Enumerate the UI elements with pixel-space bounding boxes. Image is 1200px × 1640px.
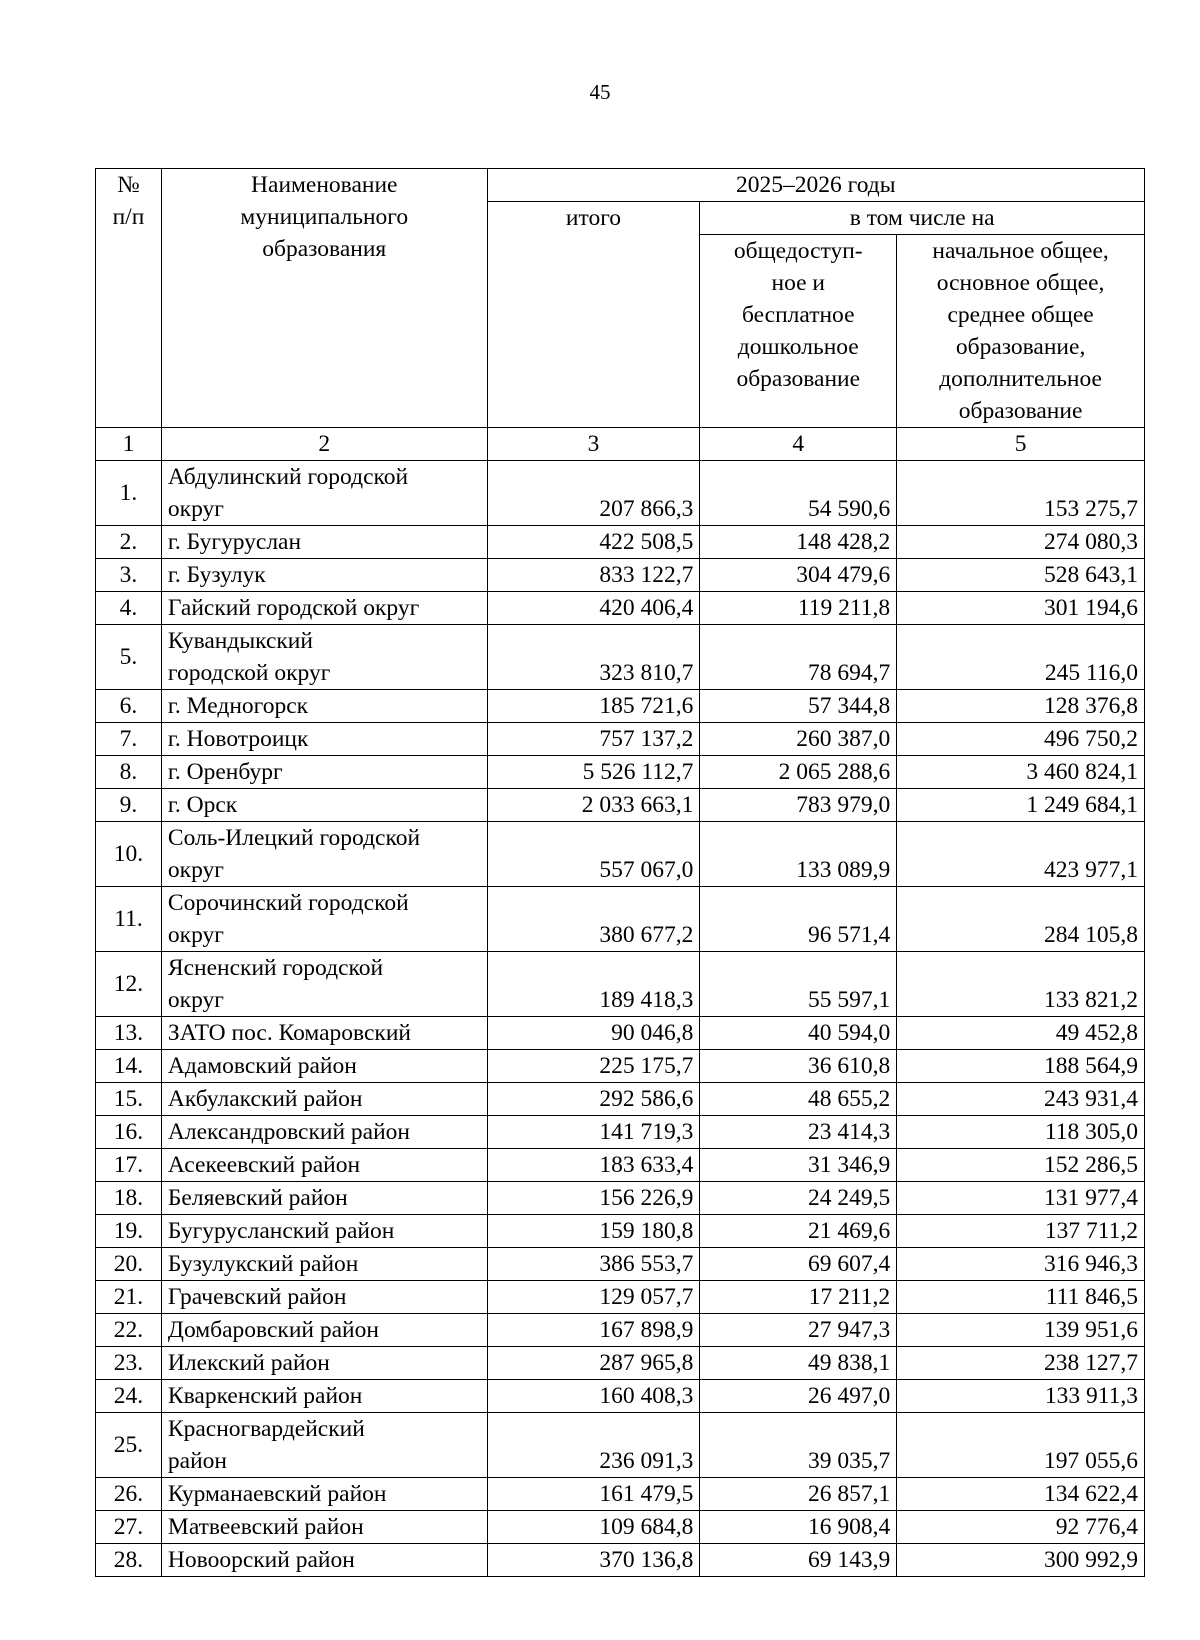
- municipality-name-line: Кваркенский район: [167, 1383, 363, 1409]
- total-value: 370 136,8: [487, 1544, 700, 1577]
- municipality-name: [161, 526, 487, 559]
- column-number: 5: [897, 428, 1145, 461]
- total-value: 207 866,3: [487, 461, 700, 526]
- total-value: 5 526 112,7: [487, 756, 700, 789]
- municipality-name-line: Бугурусланский район: [167, 1218, 395, 1244]
- school-value: 137 711,2: [897, 1215, 1145, 1248]
- municipality-name-line: Курманаевский район: [167, 1481, 387, 1507]
- column-number: 3: [487, 428, 700, 461]
- municipality-name-line: ЗАТО пос. Комаровский: [167, 1020, 411, 1046]
- preschool-value: 260 387,0: [700, 723, 897, 756]
- table-row: [96, 1149, 1145, 1182]
- column-number: 4: [700, 428, 897, 461]
- preschool-value: 57 344,8: [700, 690, 897, 723]
- total-value: 292 586,6: [487, 1083, 700, 1116]
- table-row: [96, 592, 1145, 625]
- row-number: 28.: [96, 1544, 162, 1577]
- municipality-name-line: Абдулинский городской: [167, 464, 409, 490]
- municipality-name: [161, 559, 487, 592]
- row-number: 19.: [96, 1215, 162, 1248]
- column-number: 1: [96, 428, 162, 461]
- municipality-name-line: Домбаровский район: [167, 1317, 379, 1343]
- row-number: 1.: [96, 461, 162, 526]
- municipality-name-line: Асекеевский район: [167, 1152, 361, 1178]
- municipality-name-line: г. Оренбург: [167, 759, 283, 785]
- municipality-name-line: Бузулукский район: [167, 1251, 359, 1277]
- row-number: 27.: [96, 1511, 162, 1544]
- row-number: 8.: [96, 756, 162, 789]
- table-row: [96, 789, 1145, 822]
- row-number: 25.: [96, 1413, 162, 1478]
- school-value: 423 977,1: [897, 822, 1145, 887]
- preschool-value: 23 414,3: [700, 1116, 897, 1149]
- table-row: [96, 1017, 1145, 1050]
- preschool-value: 55 597,1: [700, 952, 897, 1017]
- header-preschool: общедоступ- ное и бесплатное дошкольное образование: [700, 235, 897, 428]
- row-number: 18.: [96, 1182, 162, 1215]
- municipality-name-line: городской округ: [167, 660, 331, 686]
- table-row: [96, 1347, 1145, 1380]
- table-row: [96, 1083, 1145, 1116]
- school-value: 301 194,6: [897, 592, 1145, 625]
- school-value: 3 460 824,1: [897, 756, 1145, 789]
- preschool-value: 2 065 288,6: [700, 756, 897, 789]
- municipality-name-line: Грачевский район: [167, 1284, 347, 1310]
- school-value: 133 821,2: [897, 952, 1145, 1017]
- school-value: 139 951,6: [897, 1314, 1145, 1347]
- municipality-name: [161, 1182, 487, 1215]
- school-value: 152 286,5: [897, 1149, 1145, 1182]
- table-header: [96, 169, 1145, 461]
- row-number: 14.: [96, 1050, 162, 1083]
- school-value: 134 622,4: [897, 1478, 1145, 1511]
- table-row: [96, 625, 1145, 690]
- table-row: [96, 887, 1145, 952]
- column-number: 2: [161, 428, 487, 461]
- preschool-value: 96 571,4: [700, 887, 897, 952]
- preschool-value: 40 594,0: [700, 1017, 897, 1050]
- header-municipality: Наименование муниципального образования: [161, 169, 487, 428]
- municipality-name: [161, 756, 487, 789]
- school-value: 238 127,7: [897, 1347, 1145, 1380]
- total-value: 557 067,0: [487, 822, 700, 887]
- preschool-value: 39 035,7: [700, 1413, 897, 1478]
- municipality-name-line: г. Бузулук: [167, 562, 266, 588]
- municipality-name-line: Адамовский район: [167, 1053, 357, 1079]
- municipality-name-line: Соль-Илецкий городской: [167, 825, 421, 851]
- table-row: [96, 461, 1145, 526]
- total-value: 156 226,9: [487, 1182, 700, 1215]
- municipality-name: [161, 822, 487, 887]
- total-value: 225 175,7: [487, 1050, 700, 1083]
- row-number: 10.: [96, 822, 162, 887]
- preschool-value: 69 143,9: [700, 1544, 897, 1577]
- school-value: 49 452,8: [897, 1017, 1145, 1050]
- municipality-name: [161, 625, 487, 690]
- table-row: [96, 1215, 1145, 1248]
- municipality-name: [161, 789, 487, 822]
- table-row: [96, 1380, 1145, 1413]
- preschool-value: 133 089,9: [700, 822, 897, 887]
- total-value: 161 479,5: [487, 1478, 700, 1511]
- total-value: 757 137,2: [487, 723, 700, 756]
- municipality-name: [161, 1149, 487, 1182]
- school-value: 528 643,1: [897, 559, 1145, 592]
- school-value: 245 116,0: [897, 625, 1145, 690]
- municipality-name-line: г. Орск: [167, 792, 238, 818]
- municipality-name: [161, 461, 487, 526]
- municipality-name-line: Илекский район: [167, 1350, 330, 1376]
- table-row: [96, 1413, 1145, 1478]
- page-number: 45: [589, 80, 611, 104]
- table-row: [96, 526, 1145, 559]
- preschool-value: 54 590,6: [700, 461, 897, 526]
- row-number: 24.: [96, 1380, 162, 1413]
- row-number: 2.: [96, 526, 162, 559]
- school-value: 284 105,8: [897, 887, 1145, 952]
- preschool-value: 17 211,2: [700, 1281, 897, 1314]
- preschool-value: 148 428,2: [700, 526, 897, 559]
- municipality-name-line: округ: [167, 496, 224, 522]
- preschool-value: 24 249,5: [700, 1182, 897, 1215]
- table-row: [96, 1281, 1145, 1314]
- municipality-name-line: Кувандыкский: [167, 628, 313, 654]
- municipality-name: [161, 1248, 487, 1281]
- municipality-name: [161, 1478, 487, 1511]
- row-number: 21.: [96, 1281, 162, 1314]
- table-row: [96, 1182, 1145, 1215]
- total-value: 422 508,5: [487, 526, 700, 559]
- municipality-name: [161, 592, 487, 625]
- municipality-name-line: Беляевский район: [167, 1185, 348, 1211]
- municipality-name: [161, 1347, 487, 1380]
- row-number: 4.: [96, 592, 162, 625]
- school-value: 274 080,3: [897, 526, 1145, 559]
- municipality-name: [161, 1281, 487, 1314]
- school-value: 133 911,3: [897, 1380, 1145, 1413]
- row-number: 26.: [96, 1478, 162, 1511]
- header-including: в том числе на: [700, 202, 1145, 235]
- total-value: 167 898,9: [487, 1314, 700, 1347]
- municipality-name-line: Сорочинский городской: [167, 890, 409, 916]
- municipality-name: [161, 952, 487, 1017]
- municipality-name-line: Гайский городской округ: [167, 595, 420, 621]
- table-row: [96, 822, 1145, 887]
- total-value: 236 091,3: [487, 1413, 700, 1478]
- total-value: 380 677,2: [487, 887, 700, 952]
- school-value: 153 275,7: [897, 461, 1145, 526]
- row-number: 17.: [96, 1149, 162, 1182]
- table-row: [96, 690, 1145, 723]
- municipality-name-line: г. Новотроицк: [167, 726, 309, 752]
- row-number: 22.: [96, 1314, 162, 1347]
- school-value: 111 846,5: [897, 1281, 1145, 1314]
- total-value: 160 408,3: [487, 1380, 700, 1413]
- row-number: 23.: [96, 1347, 162, 1380]
- preschool-value: 69 607,4: [700, 1248, 897, 1281]
- row-number: 9.: [96, 789, 162, 822]
- table-body: [96, 461, 1145, 1577]
- table-row: [96, 559, 1145, 592]
- total-value: 189 418,3: [487, 952, 700, 1017]
- header-school: начальное общее, основное общее, среднее общее образование, дополнительное образование: [897, 235, 1145, 428]
- municipality-name-line: округ: [167, 987, 224, 1013]
- municipality-name-line: г. Бугуруслан: [167, 529, 302, 555]
- total-value: 287 965,8: [487, 1347, 700, 1380]
- total-value: 109 684,8: [487, 1511, 700, 1544]
- table-row: [96, 1248, 1145, 1281]
- total-value: 159 180,8: [487, 1215, 700, 1248]
- municipality-name-line: район: [167, 1448, 228, 1474]
- municipality-name-line: г. Медногорск: [167, 693, 309, 719]
- preschool-value: 783 979,0: [700, 789, 897, 822]
- school-value: 197 055,6: [897, 1413, 1145, 1478]
- header-number: № п/п: [96, 169, 162, 428]
- preschool-value: 31 346,9: [700, 1149, 897, 1182]
- preschool-value: 78 694,7: [700, 625, 897, 690]
- row-number: 3.: [96, 559, 162, 592]
- total-value: 420 406,4: [487, 592, 700, 625]
- row-number: 16.: [96, 1116, 162, 1149]
- school-value: 131 977,4: [897, 1182, 1145, 1215]
- row-number: 20.: [96, 1248, 162, 1281]
- municipality-name-line: округ: [167, 922, 224, 948]
- municipality-name: [161, 1380, 487, 1413]
- municipality-name-line: Акбулакский район: [167, 1086, 363, 1112]
- preschool-value: 304 479,6: [700, 559, 897, 592]
- table-row: [96, 1116, 1145, 1149]
- table-row: [96, 1050, 1145, 1083]
- municipality-name: [161, 723, 487, 756]
- municipality-name: [161, 887, 487, 952]
- preschool-value: 49 838,1: [700, 1347, 897, 1380]
- school-value: 92 776,4: [897, 1511, 1145, 1544]
- table-row: [96, 1314, 1145, 1347]
- municipality-name: [161, 1544, 487, 1577]
- school-value: 188 564,9: [897, 1050, 1145, 1083]
- preschool-value: 119 211,8: [700, 592, 897, 625]
- municipality-name: [161, 1017, 487, 1050]
- row-number: 13.: [96, 1017, 162, 1050]
- row-number: 7.: [96, 723, 162, 756]
- row-number: 5.: [96, 625, 162, 690]
- school-value: 1 249 684,1: [897, 789, 1145, 822]
- table-row: [96, 723, 1145, 756]
- total-value: 185 721,6: [487, 690, 700, 723]
- municipality-name-line: округ: [167, 857, 224, 883]
- table-row: [96, 1478, 1145, 1511]
- total-value: 386 553,7: [487, 1248, 700, 1281]
- total-value: 833 122,7: [487, 559, 700, 592]
- funding-table: [95, 168, 1145, 1577]
- row-number: 12.: [96, 952, 162, 1017]
- total-value: 2 033 663,1: [487, 789, 700, 822]
- row-number: 6.: [96, 690, 162, 723]
- total-value: 129 057,7: [487, 1281, 700, 1314]
- total-value: 90 046,8: [487, 1017, 700, 1050]
- municipality-name: [161, 1116, 487, 1149]
- column-number-row: [96, 428, 1145, 461]
- preschool-value: 21 469,6: [700, 1215, 897, 1248]
- row-number: 15.: [96, 1083, 162, 1116]
- municipality-name-line: Красногвардейский: [167, 1416, 365, 1442]
- preschool-value: 26 857,1: [700, 1478, 897, 1511]
- table-row: [96, 952, 1145, 1017]
- row-number: 11.: [96, 887, 162, 952]
- table-row: [96, 1544, 1145, 1577]
- total-value: 183 633,4: [487, 1149, 700, 1182]
- preschool-value: 16 908,4: [700, 1511, 897, 1544]
- preschool-value: 26 497,0: [700, 1380, 897, 1413]
- total-value: 141 719,3: [487, 1116, 700, 1149]
- municipality-name: [161, 1511, 487, 1544]
- preschool-value: 48 655,2: [700, 1083, 897, 1116]
- header-total: итого: [487, 202, 700, 428]
- table-row: [96, 1511, 1145, 1544]
- header-period: 2025–2026 годы: [487, 169, 1144, 202]
- municipality-name-line: Матвеевский район: [167, 1514, 364, 1540]
- school-value: 118 305,0: [897, 1116, 1145, 1149]
- municipality-name: [161, 1215, 487, 1248]
- municipality-name: [161, 1050, 487, 1083]
- municipality-name: [161, 1413, 487, 1478]
- municipality-name-line: Ясненский городской: [167, 955, 384, 981]
- total-value: 323 810,7: [487, 625, 700, 690]
- municipality-name: [161, 690, 487, 723]
- table-row: [96, 756, 1145, 789]
- school-value: 316 946,3: [897, 1248, 1145, 1281]
- school-value: 496 750,2: [897, 723, 1145, 756]
- municipality-name: [161, 1083, 487, 1116]
- preschool-value: 36 610,8: [700, 1050, 897, 1083]
- school-value: 300 992,9: [897, 1544, 1145, 1577]
- school-value: 243 931,4: [897, 1083, 1145, 1116]
- preschool-value: 27 947,3: [700, 1314, 897, 1347]
- municipality-name-line: Новоорский район: [167, 1547, 355, 1573]
- municipality-name: [161, 1314, 487, 1347]
- school-value: 128 376,8: [897, 690, 1145, 723]
- municipality-name-line: Александровский район: [167, 1119, 410, 1145]
